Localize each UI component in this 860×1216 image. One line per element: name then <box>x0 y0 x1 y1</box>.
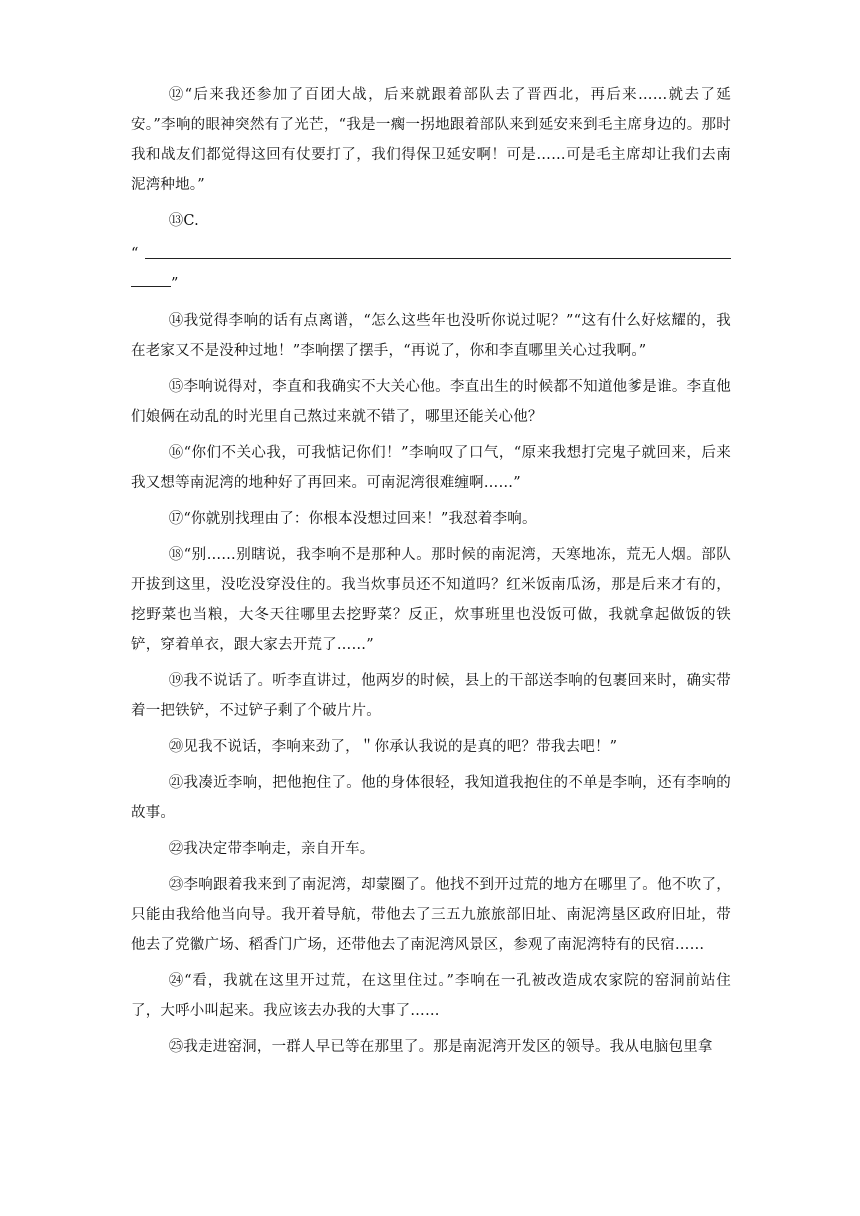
blank-line <box>145 258 731 259</box>
blank-close-quote: ” <box>171 276 179 292</box>
paragraph-17: ⑰“你就别找理由了：你根本没想过回来！”我怼着李响。 <box>168 511 537 527</box>
paragraph-25: ㉕我走进窑洞，一群人早已等在那里了。那是南泥湾开发区的领导。我从电脑包里拿 <box>168 1039 713 1055</box>
paragraph-15: ⑮李响说得对，李直和我确实不大关心他。李直出生的时候都不知道他爹是谁。李直他们娘俩在动乱的时光里自己熬过来就不错了，哪里还能关心他？ <box>131 379 731 425</box>
blank-line-short <box>131 286 171 287</box>
blank-open-quote: “ <box>131 246 139 262</box>
paragraph-19: ⑲我不说话了。听李直讲过，他两岁的时候，县上的干部送李响的包裹回来时，确实带着一把铁铲，不过铲子剩了个破片片。 <box>131 673 731 719</box>
answer-blank[interactable] <box>131 242 731 302</box>
paragraph-24: ㉔“看，我就在这里开过荒，在这里住过。”李响在一孔被改造成农家院的窑洞前站住了，大呼小叫起来。我应该去办我的大事了…… <box>131 973 731 1019</box>
paragraph-18: ⑱“别……别瞎说，我李响不是那种人。那时候的南泥湾，天寒地冻，荒无人烟。部队开拔到这里，没吃没穿没住的。我当炊事员还不知道吗？红米饭南瓜汤，那是后来才有的，挖野菜也当粮，大冬天往哪里去挖野菜？反正，炊事班里也没饭可做，我就拿起做饭的铁铲，穿着单衣，跟大家去开荒了……” <box>131 547 731 653</box>
paragraph-23: ㉓李响跟着我来到了南泥湾，却蒙圈了。他找不到开过荒的地方在哪里了。他不吹了，只能由我给他当向导。我开着导航，带他去了三五九旅旅部旧址、南泥湾垦区政府旧址，带他去了党徽广场、稻香门广场，还带他去了南泥湾风景区，参观了南泥湾特有的民宿…… <box>131 877 731 953</box>
paragraph-22: ㉒我决定带李响走，亲自开车。 <box>168 841 375 857</box>
paragraph-16: ⑯“你们不关心我，可我惦记你们！”李响叹了口气，“原来我想打完鬼子就回来，后来我又想等南泥湾的地种好了再回来。可南泥湾很难缠啊……” <box>131 445 731 491</box>
paragraph-12: ⑫“后来我还参加了百团大战，后来就跟着部队去了晋西北，再后来……就去了延安。”李响的眼神突然有了光芒，“我是一瘸一拐地跟着部队来到延安来到毛主席身边的。那时我和战友们都觉得这回有仗要打了，我们得保卫延安啊！可是……可是毛主席却让我们去南泥湾种地。” <box>131 87 731 193</box>
paragraph-21: ㉑我凑近李响，把他抱住了。他的身体很轻，我知道我抱住的不单是李响，还有李响的故事。 <box>131 775 731 821</box>
paragraph-13: ⑬C. <box>168 213 199 229</box>
paragraph-20: ⑳见我不说话，李响来劲了，＂你承认我说的是真的吧？带我去吧！” <box>168 739 618 755</box>
paragraph-14: ⑭我觉得李响的话有点离谱，“怎么这些年也没听你说过呢？”“这有什么好炫耀的，我在老家又不是没种过地！”李响摆了摆手，“再说了，你和李直哪里关心过我啊。” <box>131 313 731 359</box>
document-page <box>131 80 731 1068</box>
